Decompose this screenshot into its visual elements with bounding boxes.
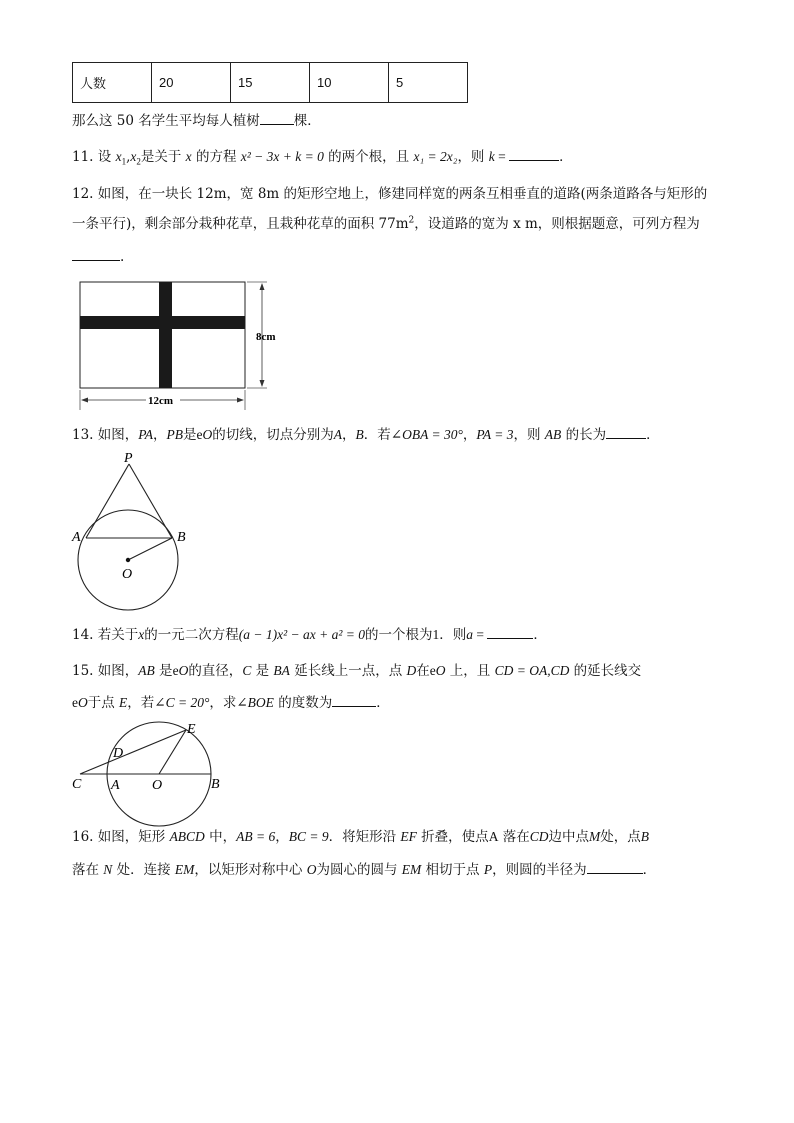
answer-blank <box>260 110 294 125</box>
math-var: O <box>78 695 88 710</box>
answer-blank <box>72 246 120 261</box>
question-number: 15. 如图， <box>72 663 139 679</box>
question-13 <box>72 424 660 445</box>
label-c: C <box>72 777 82 792</box>
text: 延长线上一点，点 <box>289 663 407 679</box>
text: . <box>120 249 125 265</box>
text: ．将矩形沿 <box>328 829 401 845</box>
math-var: B <box>355 427 364 442</box>
text: 中， <box>204 829 237 845</box>
label-p: P <box>124 451 133 466</box>
count-table <box>72 62 468 103</box>
answer-blank <box>606 424 646 439</box>
text: 的一个根为 <box>365 627 433 643</box>
math-var: x <box>130 149 137 164</box>
table-cell: 5 <box>389 63 468 103</box>
text: 的延长线交 <box>569 663 642 679</box>
arrow-left <box>81 398 88 403</box>
text: 在 <box>416 663 430 679</box>
equation: PA = 3 <box>476 427 514 442</box>
subscript: 1 <box>121 156 127 167</box>
math-var: A <box>333 427 343 442</box>
radius-ob <box>128 538 172 560</box>
text: 是 <box>154 663 173 679</box>
table-cell: 10 <box>310 63 389 103</box>
text: ， <box>462 427 477 443</box>
label-e: E <box>187 722 196 737</box>
text: 落在 <box>498 829 530 845</box>
text: 的直径， <box>188 663 243 679</box>
answer-blank <box>587 859 643 874</box>
equation: ∠OBA = 30° <box>390 427 463 442</box>
text: 的度数为 <box>273 695 333 711</box>
math-var: O <box>202 427 213 442</box>
text: ．若 <box>363 427 391 443</box>
question-12-answer-line <box>72 246 124 267</box>
arrow-down <box>260 380 265 387</box>
text: ， <box>275 829 289 845</box>
math-var: D <box>406 663 417 678</box>
text: ．则 <box>439 627 467 643</box>
text: 上，且 <box>445 663 495 679</box>
table-cell: 20 <box>152 63 231 103</box>
answer-blank <box>487 624 533 639</box>
text: 的长为 <box>561 427 607 443</box>
math-var: P <box>483 862 493 877</box>
label-d: D <box>113 746 124 761</box>
question-11 <box>72 146 573 167</box>
math-var: x <box>115 149 122 164</box>
text: = <box>494 149 510 164</box>
math-var: C <box>242 663 252 678</box>
center-point <box>126 558 130 562</box>
number: 1 <box>432 627 440 642</box>
text: ，若 <box>127 695 155 711</box>
table-cell: 15 <box>231 63 310 103</box>
q10-tail <box>72 110 321 131</box>
text: ，以矩形对称中心 <box>194 862 307 878</box>
arrow-right <box>237 398 244 403</box>
text: , <box>126 149 131 165</box>
text: 的两个根，且 <box>323 149 414 165</box>
equation: BC = 9 <box>288 829 329 844</box>
math-var: AB <box>138 663 155 678</box>
text: ． <box>646 427 660 443</box>
math-var: A <box>488 829 499 844</box>
table-row <box>73 63 468 103</box>
text: 处．连接 <box>112 862 175 878</box>
tangent-pa <box>86 464 129 538</box>
equation: ∠C = 20° <box>154 695 210 710</box>
label-b: B <box>177 530 186 545</box>
text: ． <box>559 149 573 165</box>
equation: CD = OA,CD <box>494 663 570 678</box>
question-number: 16. 如图，矩形 <box>72 829 170 845</box>
text: 边中点 <box>548 829 589 845</box>
label-a: A <box>72 530 81 545</box>
q10-text: 那么这 50 名学生平均每人植树 <box>72 113 260 129</box>
text: 是 <box>183 427 197 443</box>
tangent-figure <box>66 448 206 612</box>
text: ． <box>642 862 657 878</box>
answer-blank <box>332 692 376 707</box>
math-var: AB <box>544 427 562 442</box>
label-o: O <box>152 778 163 793</box>
circle-symbol: e <box>196 427 203 442</box>
text: ，求 <box>209 695 237 711</box>
equation: x₁ = 2x₂ <box>413 149 458 164</box>
math-var: PA <box>138 427 154 442</box>
table-cell: 人数 <box>73 63 152 103</box>
text: 的切线，切点分别为 <box>212 427 334 443</box>
text: 的方程 <box>191 149 241 165</box>
question-number: 14. 若关于 <box>72 627 139 643</box>
subscript: 2 <box>136 156 141 167</box>
text: = <box>473 627 488 642</box>
height-label: 8cm <box>256 331 276 343</box>
text: ，则圆的半径为 <box>492 862 587 878</box>
math-var: ABCD <box>169 829 205 844</box>
circle-symbol: e <box>429 663 436 678</box>
math-var: O <box>178 663 189 678</box>
label-o: O <box>122 567 133 582</box>
road-figure <box>70 276 280 412</box>
text: 相切于点 <box>421 862 484 878</box>
math-var: BA <box>273 663 290 678</box>
superscript: 2 <box>408 215 415 226</box>
equation: (a − 1)x² − ax + a² = 0 <box>238 627 366 642</box>
math-var: M <box>589 829 601 844</box>
math-var: EM <box>401 862 422 877</box>
question-16-line-2 <box>72 859 656 880</box>
text: ， <box>153 427 167 443</box>
question-14 <box>72 624 547 645</box>
radius-oe <box>159 730 186 774</box>
text: ． <box>533 627 547 643</box>
text: ，则 <box>513 427 545 443</box>
tangent-pb <box>129 464 172 538</box>
vertical-road <box>159 282 172 388</box>
math-var: O <box>435 663 446 678</box>
math-var: EF <box>400 829 417 844</box>
math-var: PB <box>166 427 184 442</box>
text: 于点 <box>87 695 120 711</box>
text: 为圆心的圆与 <box>316 862 402 878</box>
text: 一条平行)，剩余部分栽种花草，且栽种花草的面积 77m <box>72 216 409 232</box>
line-ce <box>80 730 186 774</box>
question-15-line-2 <box>72 692 390 713</box>
answer-blank <box>509 146 559 161</box>
diameter-figure <box>66 718 232 796</box>
equation: ∠BOE <box>236 695 274 710</box>
question-12-line-2 <box>72 214 700 234</box>
math-var: k <box>488 149 495 164</box>
math-var: E <box>119 695 128 710</box>
text: ． <box>376 695 390 711</box>
math-var: B <box>640 829 649 844</box>
math-var: N <box>103 862 113 877</box>
equation: AB = 6 <box>236 829 276 844</box>
text: 的一元二次方程 <box>144 627 239 643</box>
equation: x² − 3x + k = 0 <box>240 149 324 164</box>
text: 处，点 <box>600 829 641 845</box>
text: ，设道路的宽为 x m，则根据题意，可列方程为 <box>414 216 700 232</box>
question-number: 11. <box>72 149 98 165</box>
question-12-line-1: 12. 如图，在一块长 12m，宽 8m 的矩形空地上，修建同样宽的两条互相垂直的道路(两条道路各与矩形的 <box>72 186 708 202</box>
arrow-up <box>260 283 265 290</box>
text: 设 <box>97 149 116 165</box>
circle-symbol: e <box>172 663 179 678</box>
text: 落在 <box>72 862 104 878</box>
question-16-line-1 <box>72 827 649 847</box>
question-number: 13. 如图， <box>72 427 139 443</box>
math-var: O <box>306 862 317 877</box>
math-var: x <box>138 627 145 642</box>
label-b: B <box>211 777 220 792</box>
q10-after: 棵． <box>293 113 321 129</box>
width-label: 12cm <box>148 395 174 407</box>
circle-symbol: e <box>72 695 78 710</box>
text: ， <box>342 427 356 443</box>
label-a: A <box>111 778 120 793</box>
math-var: CD <box>529 829 549 844</box>
text: 是关于 <box>140 149 186 165</box>
math-var: EM <box>174 862 195 877</box>
question-15-line-1 <box>72 661 641 681</box>
math-var: a <box>466 627 474 642</box>
text: ，则 <box>457 149 489 165</box>
text: 折叠，使点 <box>416 829 489 845</box>
text: 是 <box>251 663 274 679</box>
math-var: x <box>185 149 192 164</box>
